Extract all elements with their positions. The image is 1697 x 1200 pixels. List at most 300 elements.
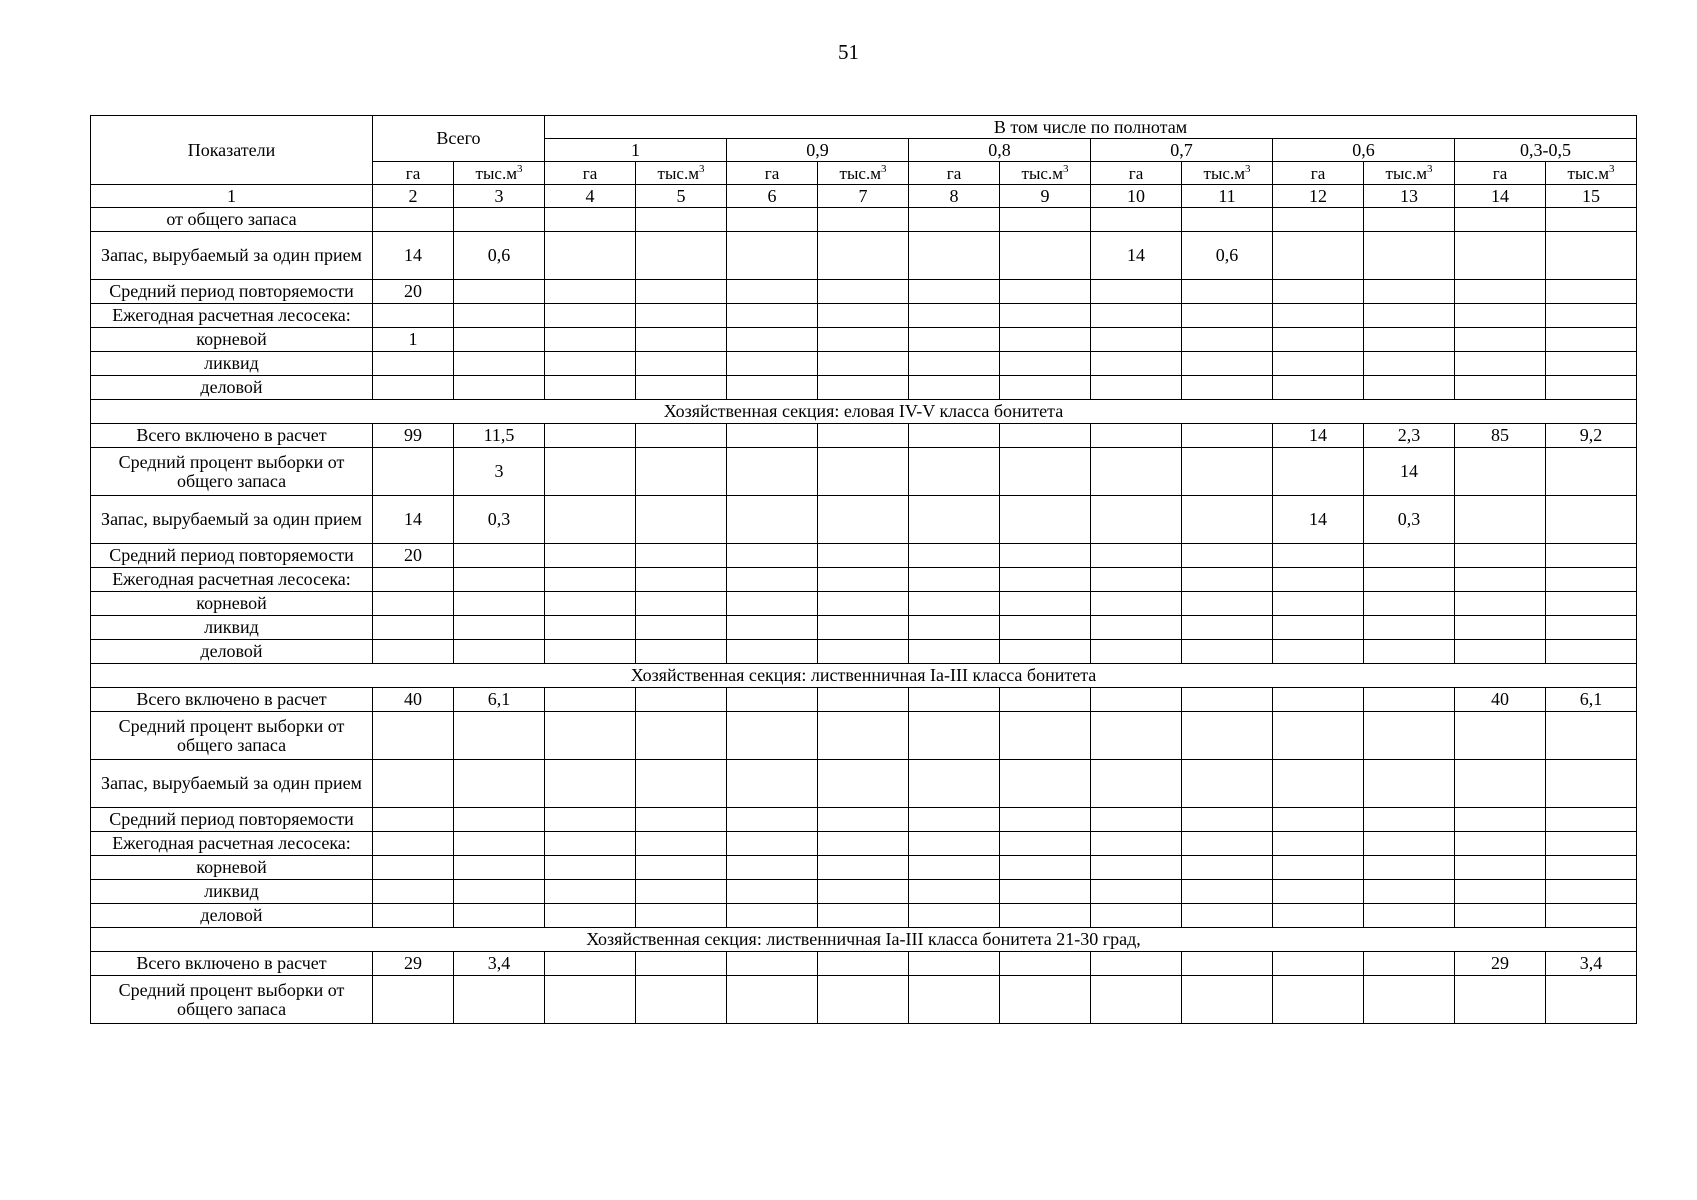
unit-thous-m3 [1182, 162, 1273, 185]
table-cell [909, 808, 1000, 832]
row-label: Средний период повторяемости [91, 544, 373, 568]
table-cell [818, 616, 909, 640]
table-cell [1364, 760, 1455, 808]
table-cell [909, 208, 1000, 232]
table-cell [727, 208, 818, 232]
table-cell [727, 688, 818, 712]
table-cell [909, 544, 1000, 568]
table-cell [373, 304, 454, 328]
unit-ha: га [1091, 162, 1182, 185]
table-cell [545, 976, 636, 1024]
table-cell [1091, 856, 1182, 880]
table-cell [1364, 832, 1455, 856]
table-cell [545, 232, 636, 280]
unit-exponent: 3 [698, 162, 705, 175]
table-cell [727, 304, 818, 328]
table-cell [373, 376, 454, 400]
table-cell [1455, 808, 1546, 832]
table-cell [636, 328, 727, 352]
unit-exponent: 3 [1426, 162, 1433, 175]
table-cell [727, 448, 818, 496]
table-cell [1546, 232, 1637, 280]
table-cell: 40 [1455, 688, 1546, 712]
table-cell [1273, 232, 1364, 280]
table-cell [1182, 688, 1273, 712]
table-cell [1182, 880, 1273, 904]
table-cell [1000, 592, 1091, 616]
table-cell [1182, 616, 1273, 640]
table-row [91, 760, 1637, 808]
table-cell [1273, 352, 1364, 376]
table-cell [1273, 376, 1364, 400]
table-cell [1182, 592, 1273, 616]
table-cell [636, 712, 727, 760]
table-cell [1091, 328, 1182, 352]
unit-ha: га [545, 162, 636, 185]
row-label: Ежегодная расчетная лесосека: [91, 568, 373, 592]
table-cell [1091, 448, 1182, 496]
table-cell [1273, 280, 1364, 304]
table-cell [1364, 856, 1455, 880]
table-cell [909, 856, 1000, 880]
table-cell [1091, 424, 1182, 448]
table-cell [818, 424, 909, 448]
table-cell [1000, 328, 1091, 352]
table-row [91, 280, 1637, 304]
table-cell [1091, 496, 1182, 544]
table-cell: 1 [373, 328, 454, 352]
table-cell [727, 760, 818, 808]
table-cell [909, 616, 1000, 640]
table-cell [1091, 208, 1182, 232]
table-cell [1455, 976, 1546, 1024]
row-label: корневой [91, 592, 373, 616]
unit-exponent: 3 [1062, 162, 1069, 175]
table-cell [1455, 352, 1546, 376]
table-cell [1091, 712, 1182, 760]
column-number: 12 [1273, 185, 1364, 208]
table-cell [373, 880, 454, 904]
table-cell: 3,4 [1546, 952, 1637, 976]
table-row [91, 616, 1637, 640]
table-cell [818, 544, 909, 568]
table-cell [636, 616, 727, 640]
table-cell [818, 496, 909, 544]
table-cell [545, 424, 636, 448]
table-cell [1182, 976, 1273, 1024]
table-cell [1364, 952, 1455, 976]
table-cell [636, 856, 727, 880]
table-cell: 3,4 [454, 952, 545, 976]
table-cell: 0,3 [1364, 496, 1455, 544]
table-cell [1455, 232, 1546, 280]
table-cell: 85 [1455, 424, 1546, 448]
table-cell [909, 592, 1000, 616]
unit-thous-m3 [454, 162, 545, 185]
table-cell [1000, 304, 1091, 328]
table-cell [1091, 544, 1182, 568]
table-cell [1273, 616, 1364, 640]
table-cell [909, 688, 1000, 712]
table-row [91, 904, 1637, 928]
table-cell [1546, 616, 1637, 640]
unit-thous-label: тыс.м [1021, 163, 1063, 183]
table-cell [727, 832, 818, 856]
table-row [91, 952, 1637, 976]
table-cell [1182, 640, 1273, 664]
unit-thous-m3 [1546, 162, 1637, 185]
table-cell [1182, 808, 1273, 832]
table-cell [909, 280, 1000, 304]
table-cell [909, 904, 1000, 928]
table-row [91, 712, 1637, 760]
table-row [91, 544, 1637, 568]
table-cell [545, 568, 636, 592]
unit-exponent: 3 [1608, 162, 1615, 175]
table-cell [454, 616, 545, 640]
table-cell [545, 280, 636, 304]
table-cell [1000, 208, 1091, 232]
row-label: деловой [91, 904, 373, 928]
table-cell [909, 448, 1000, 496]
table-cell: 20 [373, 280, 454, 304]
table-cell [1546, 544, 1637, 568]
table-cell [636, 832, 727, 856]
unit-thous-m3 [636, 162, 727, 185]
table-cell [545, 760, 636, 808]
table-cell [1182, 832, 1273, 856]
table-cell [909, 880, 1000, 904]
table-cell [636, 280, 727, 304]
unit-thous-m3 [818, 162, 909, 185]
table-cell [1364, 232, 1455, 280]
section-title: Хозяйственная секция: лиственничная Ia-III класса бонитета 21-30 град, [91, 928, 1637, 952]
row-label: Всего включено в расчет [91, 424, 373, 448]
table-cell [818, 352, 909, 376]
table-cell [636, 760, 727, 808]
table-cell [1546, 280, 1637, 304]
table-cell [727, 544, 818, 568]
table-cell [1091, 976, 1182, 1024]
table-cell [818, 640, 909, 664]
table-cell [1091, 688, 1182, 712]
table-row [91, 832, 1637, 856]
table-cell [818, 808, 909, 832]
table-cell [1364, 328, 1455, 352]
table-cell [1273, 568, 1364, 592]
table-cell [1455, 832, 1546, 856]
table-cell [1182, 856, 1273, 880]
forest-cutting-table [90, 115, 1637, 1024]
table-row [91, 352, 1637, 376]
table-cell [1455, 856, 1546, 880]
table-cell [1546, 832, 1637, 856]
table-cell [727, 808, 818, 832]
table-cell [1455, 568, 1546, 592]
table-cell: 9,2 [1546, 424, 1637, 448]
table-cell [1000, 880, 1091, 904]
table-row [91, 496, 1637, 544]
table-cell [1364, 880, 1455, 904]
table-cell [1182, 424, 1273, 448]
table-cell [373, 592, 454, 616]
table-cell [373, 976, 454, 1024]
row-label: деловой [91, 640, 373, 664]
table-cell [1546, 808, 1637, 832]
table-cell [727, 904, 818, 928]
table-cell [454, 904, 545, 928]
section-row [91, 664, 1637, 688]
table-cell [1182, 376, 1273, 400]
table-cell [1546, 328, 1637, 352]
table-cell [454, 712, 545, 760]
table-cell: 14 [373, 232, 454, 280]
table-cell [1364, 304, 1455, 328]
table-cell: 20 [373, 544, 454, 568]
table-cell [1546, 352, 1637, 376]
table-cell [727, 424, 818, 448]
unit-thous-label: тыс.м [475, 163, 517, 183]
row-label: Ежегодная расчетная лесосека: [91, 832, 373, 856]
table-cell: 11,5 [454, 424, 545, 448]
table-cell [1546, 592, 1637, 616]
table-cell [727, 376, 818, 400]
table-cell [1000, 688, 1091, 712]
table-cell [454, 544, 545, 568]
table-cell [1273, 976, 1364, 1024]
table-row [91, 808, 1637, 832]
table-cell [1000, 376, 1091, 400]
table-cell [1182, 208, 1273, 232]
table-cell [636, 424, 727, 448]
table-cell [1455, 328, 1546, 352]
table-cell [636, 808, 727, 832]
table-cell [636, 304, 727, 328]
table-cell [1546, 304, 1637, 328]
table-cell [454, 592, 545, 616]
table-body [91, 208, 1637, 1024]
table-cell [636, 208, 727, 232]
table-cell [727, 712, 818, 760]
table-cell [454, 976, 545, 1024]
table-cell [545, 640, 636, 664]
table-cell [1091, 280, 1182, 304]
table-cell [909, 832, 1000, 856]
table-cell [1364, 976, 1455, 1024]
table-cell [1546, 976, 1637, 1024]
table-cell [727, 592, 818, 616]
table-row [91, 688, 1637, 712]
table-cell [1000, 280, 1091, 304]
table-cell [1364, 280, 1455, 304]
table-cell [636, 568, 727, 592]
table-cell [1000, 544, 1091, 568]
header-density: 0,9 [727, 139, 909, 162]
table-cell [636, 640, 727, 664]
page-number: 51 [838, 40, 859, 64]
table-cell [909, 328, 1000, 352]
table-cell [1273, 760, 1364, 808]
table-cell [1000, 952, 1091, 976]
table-cell [727, 952, 818, 976]
table-cell [1546, 496, 1637, 544]
unit-thous-label: тыс.м [839, 163, 881, 183]
table-cell [1091, 376, 1182, 400]
table-cell [636, 592, 727, 616]
row-label: Всего включено в расчет [91, 952, 373, 976]
column-number: 6 [727, 185, 818, 208]
table-cell [1091, 304, 1182, 328]
row-label: ликвид [91, 880, 373, 904]
table-row [91, 304, 1637, 328]
table-cell [373, 640, 454, 664]
table-cell [1455, 544, 1546, 568]
table-cell [727, 616, 818, 640]
table-cell [727, 232, 818, 280]
table-cell [1364, 592, 1455, 616]
table-cell: 29 [1455, 952, 1546, 976]
table-cell [1182, 712, 1273, 760]
column-number: 15 [1546, 185, 1637, 208]
table-cell [1546, 712, 1637, 760]
table-cell [818, 280, 909, 304]
unit-thous-label: тыс.м [1203, 163, 1245, 183]
table-cell [545, 856, 636, 880]
table-cell [909, 952, 1000, 976]
table-cell [1091, 760, 1182, 808]
table-cell [1364, 688, 1455, 712]
section-row [91, 928, 1637, 952]
table-cell [818, 760, 909, 808]
table-cell [1000, 856, 1091, 880]
table-cell [1273, 544, 1364, 568]
row-label: Средний период повторяемости [91, 808, 373, 832]
table-cell [1273, 688, 1364, 712]
table-cell [1546, 904, 1637, 928]
table-cell: 14 [1091, 232, 1182, 280]
table-cell [1455, 904, 1546, 928]
table-cell [1273, 208, 1364, 232]
table-cell: 14 [373, 496, 454, 544]
header-indicators: Показатели [91, 116, 373, 185]
unit-thous-m3 [1000, 162, 1091, 185]
table-cell [818, 376, 909, 400]
table-row [91, 232, 1637, 280]
table-cell [454, 640, 545, 664]
table-cell [818, 568, 909, 592]
table-cell [1364, 208, 1455, 232]
table-cell [727, 856, 818, 880]
table-row [91, 568, 1637, 592]
table-cell [1364, 352, 1455, 376]
header-density: 1 [545, 139, 727, 162]
table-cell [1182, 760, 1273, 808]
table-cell [1455, 304, 1546, 328]
table-cell [1455, 496, 1546, 544]
table-cell [454, 760, 545, 808]
table-cell [1273, 328, 1364, 352]
table-cell [1455, 712, 1546, 760]
table-cell [1546, 760, 1637, 808]
row-label: Средний процент выборки от общего запаса [91, 712, 373, 760]
table-cell [1182, 568, 1273, 592]
table-cell [727, 328, 818, 352]
table-cell [1273, 856, 1364, 880]
table-cell [545, 880, 636, 904]
row-label: Запас, вырубаемый за один прием [91, 232, 373, 280]
table-row [91, 376, 1637, 400]
table-cell [636, 232, 727, 280]
table-cell [1273, 880, 1364, 904]
table-cell [1364, 808, 1455, 832]
table-cell [454, 328, 545, 352]
row-label: Запас, вырубаемый за один прием [91, 496, 373, 544]
table-cell [1364, 616, 1455, 640]
table-cell [454, 832, 545, 856]
table-cell [1091, 952, 1182, 976]
table-cell [818, 904, 909, 928]
table-cell [1273, 952, 1364, 976]
column-number: 2 [373, 185, 454, 208]
table-cell [1273, 304, 1364, 328]
table-cell [1091, 352, 1182, 376]
table-cell [636, 976, 727, 1024]
table-cell [636, 496, 727, 544]
table-cell [727, 880, 818, 904]
section-title: Хозяйственная секция: лиственничная Ia-III класса бонитета [91, 664, 1637, 688]
table-cell [1000, 712, 1091, 760]
table-cell [636, 376, 727, 400]
unit-exponent: 3 [516, 162, 523, 175]
table-cell [373, 832, 454, 856]
table-cell [909, 976, 1000, 1024]
table-cell [545, 688, 636, 712]
table-cell [373, 904, 454, 928]
table-cell [373, 760, 454, 808]
table-cell [1273, 712, 1364, 760]
row-label: Всего включено в расчет [91, 688, 373, 712]
header-density: 0,8 [909, 139, 1091, 162]
column-number: 7 [818, 185, 909, 208]
table-cell [636, 880, 727, 904]
table-cell [727, 496, 818, 544]
unit-thous-m3 [1364, 162, 1455, 185]
table-cell: 0,3 [454, 496, 545, 544]
row-label: деловой [91, 376, 373, 400]
forest-table-container [90, 115, 1637, 1024]
table-cell [1000, 496, 1091, 544]
table-cell [818, 832, 909, 856]
table-row [91, 856, 1637, 880]
table-cell [818, 712, 909, 760]
table-cell [1273, 448, 1364, 496]
table-row [91, 976, 1637, 1024]
table-cell: 2,3 [1364, 424, 1455, 448]
table-cell [454, 280, 545, 304]
header-density: 0,7 [1091, 139, 1273, 162]
table-cell [373, 448, 454, 496]
table-cell [1546, 208, 1637, 232]
row-label: ликвид [91, 352, 373, 376]
table-cell [1091, 808, 1182, 832]
table-cell [1273, 904, 1364, 928]
table-cell [1182, 280, 1273, 304]
table-cell [1364, 376, 1455, 400]
table-cell [545, 304, 636, 328]
table-cell [373, 208, 454, 232]
table-cell [727, 976, 818, 1024]
table-cell [1091, 640, 1182, 664]
